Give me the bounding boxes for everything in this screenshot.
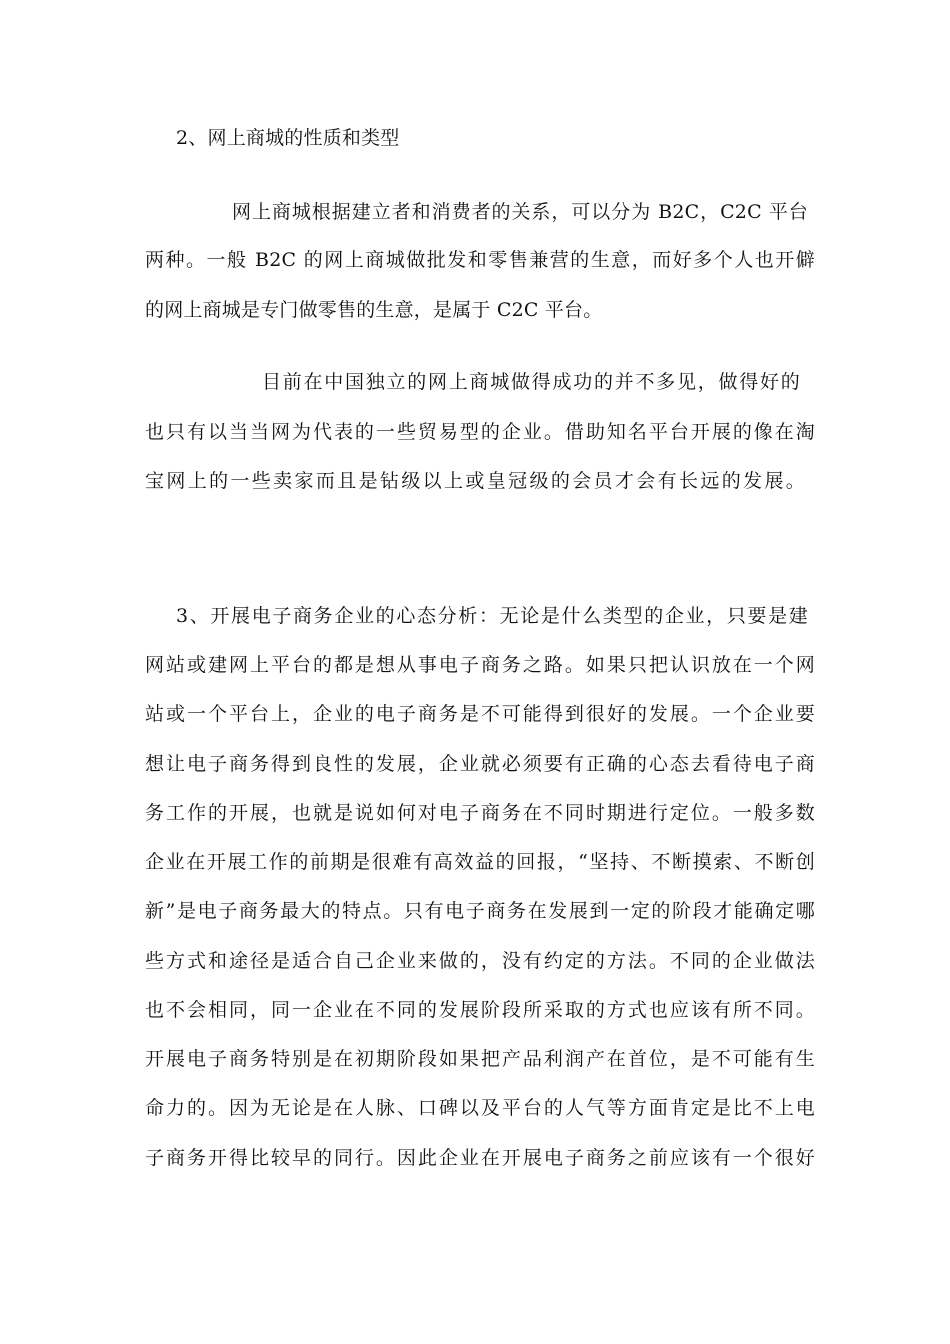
section-3-line-5: 务工作的开展，也就是说如何对电子商务在不同时期进行定位。一般多数: [145, 802, 815, 824]
section-3-line-7: 新”是电子商务最大的特点。只有电子商务在发展到一定的阶段才能确定哪: [145, 900, 815, 922]
section-3-line-3: 站或一个平台上，企业的电子商务是不可能得到很好的发展。一个企业要: [145, 703, 815, 725]
section-2-para2-line-3: 宝网上的一些卖家而且是钻级以上或皇冠级的会员才会有长远的发展。: [145, 470, 805, 492]
section-3-line-12: 子商务开得比较早的同行。因此企业在开展电子商务之前应该有一个很好: [145, 1147, 815, 1169]
section-3-line-4: 想让电子商务得到良性的发展，企业就必须要有正确的心态去看待电子商: [145, 753, 815, 775]
section-3-line-9: 也不会相同，同一企业在不同的发展阶段所采取的方式也应该有所不同。: [145, 999, 815, 1021]
section-3-line-1: 3、开展电子商务企业的心态分析：无论是什么类型的企业，只要是建: [176, 605, 808, 627]
section-3-line-8: 些方式和途径是适合自己企业来做的，没有约定的方法。不同的企业做法: [145, 950, 815, 972]
section-2-para1-line-2: 两种。一般 B2C 的网上商城做批发和零售兼营的生意，而好多个人也开僻: [145, 249, 815, 271]
section-2-para2-line-1: 目前在中国独立的网上商城做得成功的并不多见，做得好的: [262, 371, 800, 393]
section-3-line-2: 网站或建网上平台的都是想从事电子商务之路。如果只把认识放在一个网: [145, 654, 815, 676]
section-3-line-11: 命力的。因为无论是在人脉、口碑以及平台的人气等方面肯定是比不上电: [145, 1097, 815, 1119]
section-2-heading: 2、网上商城的性质和类型: [176, 127, 400, 149]
section-2-para1-line-1: 网上商城根据建立者和消费者的关系，可以分为 B2C，C2C 平台: [232, 201, 808, 223]
section-3-line-10: 开展电子商务特别是在初期阶段如果把产品利润产在首位，是不可能有生: [145, 1048, 815, 1070]
section-2-para2-line-2: 也只有以当当网为代表的一些贸易型的企业。借助知名平台开展的像在淘: [145, 421, 815, 443]
section-2-para1-line-3: 的网上商城是专门做零售的生意，是属于 C2C 平台。: [145, 299, 603, 321]
section-3-line-6: 企业在开展工作的前期是很难有高效益的回报，“坚持、不断摸索、不断创: [145, 851, 815, 873]
